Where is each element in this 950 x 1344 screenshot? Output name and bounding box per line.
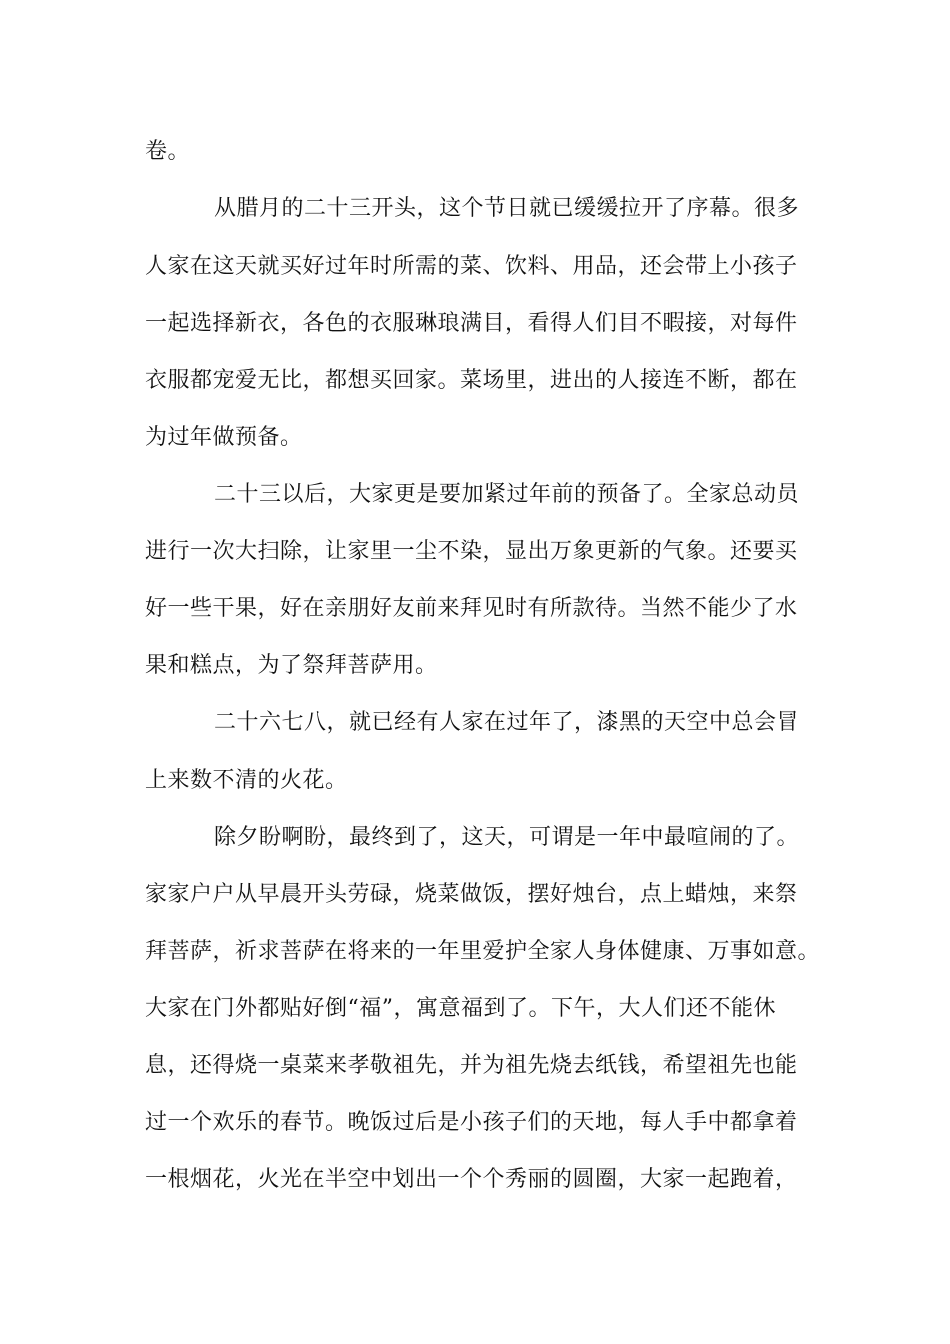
text-line: 一起选择新衣，各色的衣服琳琅满目，看得人们目不暇接，对每件 <box>145 311 798 336</box>
text-line: 拜菩萨，祈求菩萨在将来的一年里爱护全家人身体健康、万事如意。 <box>145 939 821 964</box>
paragraph-first-line: 二十六七八，就已经有人家在过年了，漆黑的天空中总会冒 <box>214 710 800 735</box>
text-line: 为过年做预备。 <box>145 425 303 450</box>
text-line: 大家在门外都贴好倒“福”，寓意福到了。下午，大人们还不能休 <box>145 996 776 1021</box>
text-line: 卷。 <box>145 139 191 164</box>
text-line: 过一个欢乐的春节。晚饭过后是小孩子们的天地，每人手中都拿着 <box>145 1110 798 1135</box>
text-line: 息，还得烧一桌菜来孝敬祖先，并为祖先烧去纸钱，希望祖先也能 <box>145 1053 798 1078</box>
text-line: 进行一次大扫除，让家里一尘不染，显出万象更新的气象。还要买 <box>145 539 798 564</box>
text-line: 衣服都宠爱无比，都想买回家。菜场里，进出的人接连不断，都在 <box>145 368 798 393</box>
paragraph-first-line: 二十三以后，大家更是要加紧过年前的预备了。全家总动员 <box>214 482 800 507</box>
text-line: 一根烟花，火光在半空中划出一个个秀丽的圆圈，大家一起跑着， <box>145 1167 798 1192</box>
paragraph-first-line: 从腊月的二十三开头，这个节日就已缓缓拉开了序幕。很多 <box>214 196 800 221</box>
text-line: 家家户户从早晨开头劳碌，烧菜做饭，摆好烛台，点上蜡烛，来祭 <box>145 882 798 907</box>
text-line: 果和糕点，为了祭拜菩萨用。 <box>145 653 438 678</box>
text-line: 好一些干果，好在亲朋好友前来拜见时有所款待。当然不能少了水 <box>145 596 798 621</box>
text-line: 上来数不清的火花。 <box>145 768 348 793</box>
paragraph-first-line: 除夕盼啊盼，最终到了，这天，可谓是一年中最喧闹的了。 <box>214 825 800 850</box>
text-line: 人家在这天就买好过年时所需的菜、饮料、用品，还会带上小孩子 <box>145 254 798 279</box>
